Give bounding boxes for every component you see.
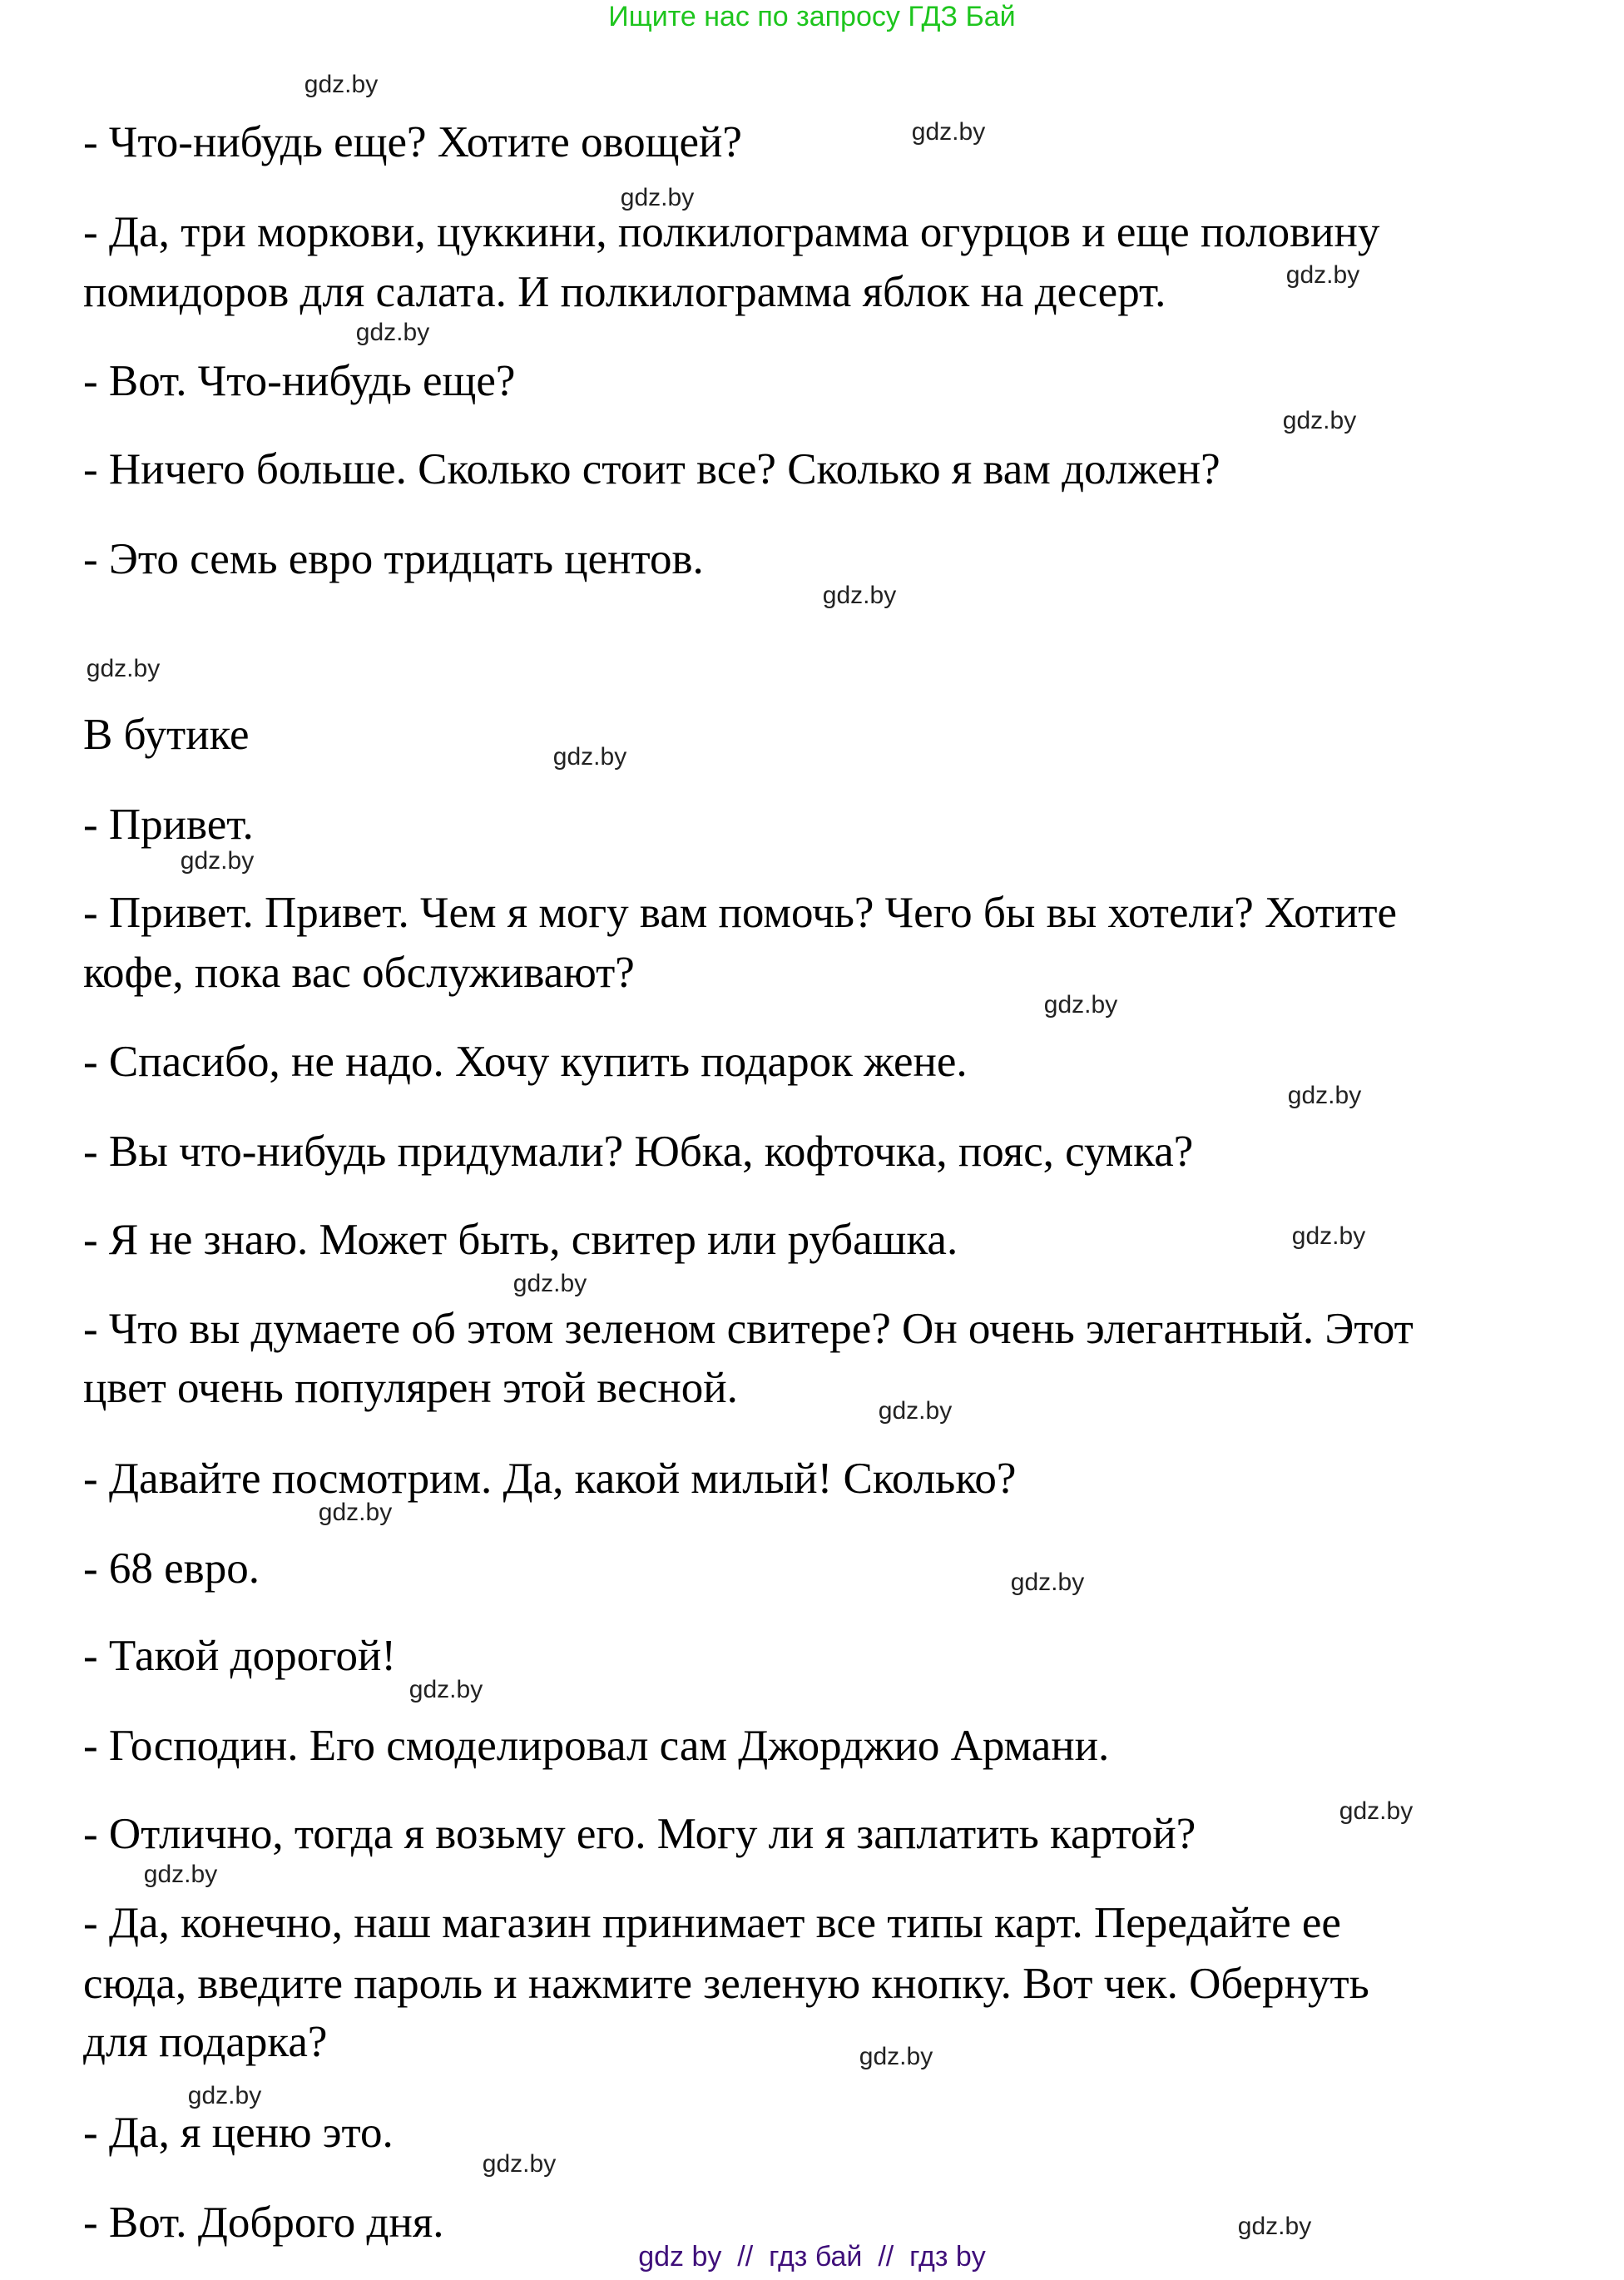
dialogue-line: помидоров для салата. И полкилограмма яблок на десерт. [83, 268, 1166, 316]
dialogue-line: - Что вы думаете об этом зеленом свитере? Он очень элегантный. Этот [83, 1305, 1414, 1353]
watermark: gdz.by [859, 2043, 933, 2070]
watermark: gdz.by [318, 1499, 393, 1526]
watermark: gdz.by [878, 1397, 953, 1425]
dialogue-line: - Да, я ценю это. [83, 2109, 394, 2157]
dialogue-line: цвет очень популярен этой весной. [83, 1364, 738, 1412]
dialogue-line: для подарка? [83, 2018, 328, 2066]
section-heading: В бутике [83, 711, 250, 759]
watermark: gdz.by [1237, 2213, 1312, 2240]
watermark: gdz.by [143, 1861, 218, 1888]
watermark: gdz.by [482, 2150, 557, 2178]
dialogue-line: кофе, пока вас обслуживают? [83, 949, 635, 997]
watermark: gdz.by [1010, 1569, 1085, 1596]
watermark: gdz.by [1291, 1222, 1366, 1250]
watermark: gdz.by [304, 71, 379, 98]
watermark: gdz.by [408, 1676, 483, 1703]
dialogue-line: - Такой дорогой! [83, 1632, 397, 1680]
dialogue-line: - Вот. Доброго дня. [83, 2198, 444, 2247]
watermark: gdz.by [1282, 407, 1357, 434]
watermark: gdz.by [822, 582, 897, 609]
watermark: gdz.by [180, 847, 255, 875]
watermark: gdz.by [620, 184, 695, 211]
watermark: gdz.by [1339, 1797, 1414, 1825]
dialogue-line: сюда, введите пароль и нажмите зеленую кнопку. Вот чек. Обернуть [83, 1960, 1369, 2008]
watermark: gdz.by [187, 2082, 262, 2109]
watermark: gdz.by [1285, 261, 1360, 289]
dialogue-line: - Привет. Привет. Чем я могу вам помочь? Чего бы вы хотели? Хотите [83, 889, 1398, 937]
dialogue-line: - Вот. Что-нибудь еще? [83, 357, 516, 405]
dialogue-line: - Да, конечно, наш магазин принимает все типы карт. Передайте ее [83, 1899, 1341, 1947]
dialogue-line: - Это семь евро тридцать центов. [83, 535, 704, 583]
dialogue-line: - Господин. Его смоделировал сам Джорджио Армани. [83, 1722, 1110, 1770]
watermark: gdz.by [911, 118, 986, 146]
dialogue-line: - Давайте посмотрим. Да, какой милый! Сколько? [83, 1455, 1017, 1503]
dialogue-line: - Что-нибудь еще? Хотите овощей? [83, 118, 742, 166]
watermark: gdz.by [1287, 1082, 1362, 1109]
dialogue-line: - Да, три моркови, цуккини, полкилограмма огурцов и еще половину [83, 208, 1380, 256]
search-banner: Ищите нас по запросу ГДЗ Бай [608, 1, 1016, 32]
dialogue-line: - Я не знаю. Может быть, свитер или рубашка. [83, 1216, 958, 1264]
dialogue-line: - Вы что-нибудь придумали? Юбка, кофточка, пояс, сумка? [83, 1128, 1194, 1176]
dialogue-line: - 68 евро. [83, 1544, 260, 1593]
watermark: gdz.by [512, 1270, 587, 1297]
dialogue-line: - Привет. [83, 800, 254, 849]
dialogue-line: - Спасибо, не надо. Хочу купить подарок жене. [83, 1038, 968, 1086]
dialogue-line: - Отлично, тогда я возьму его. Могу ли я заплатить картой? [83, 1810, 1196, 1858]
watermark: gdz.by [552, 743, 627, 771]
watermark: gdz.by [86, 655, 161, 682]
footer-links[interactable]: gdz by // гдз бай // гдз by [638, 2241, 986, 2273]
dialogue-line: - Ничего больше. Сколько стоит все? Сколько я вам должен? [83, 445, 1220, 493]
watermark: gdz.by [1043, 991, 1118, 1019]
watermark: gdz.by [355, 319, 430, 346]
